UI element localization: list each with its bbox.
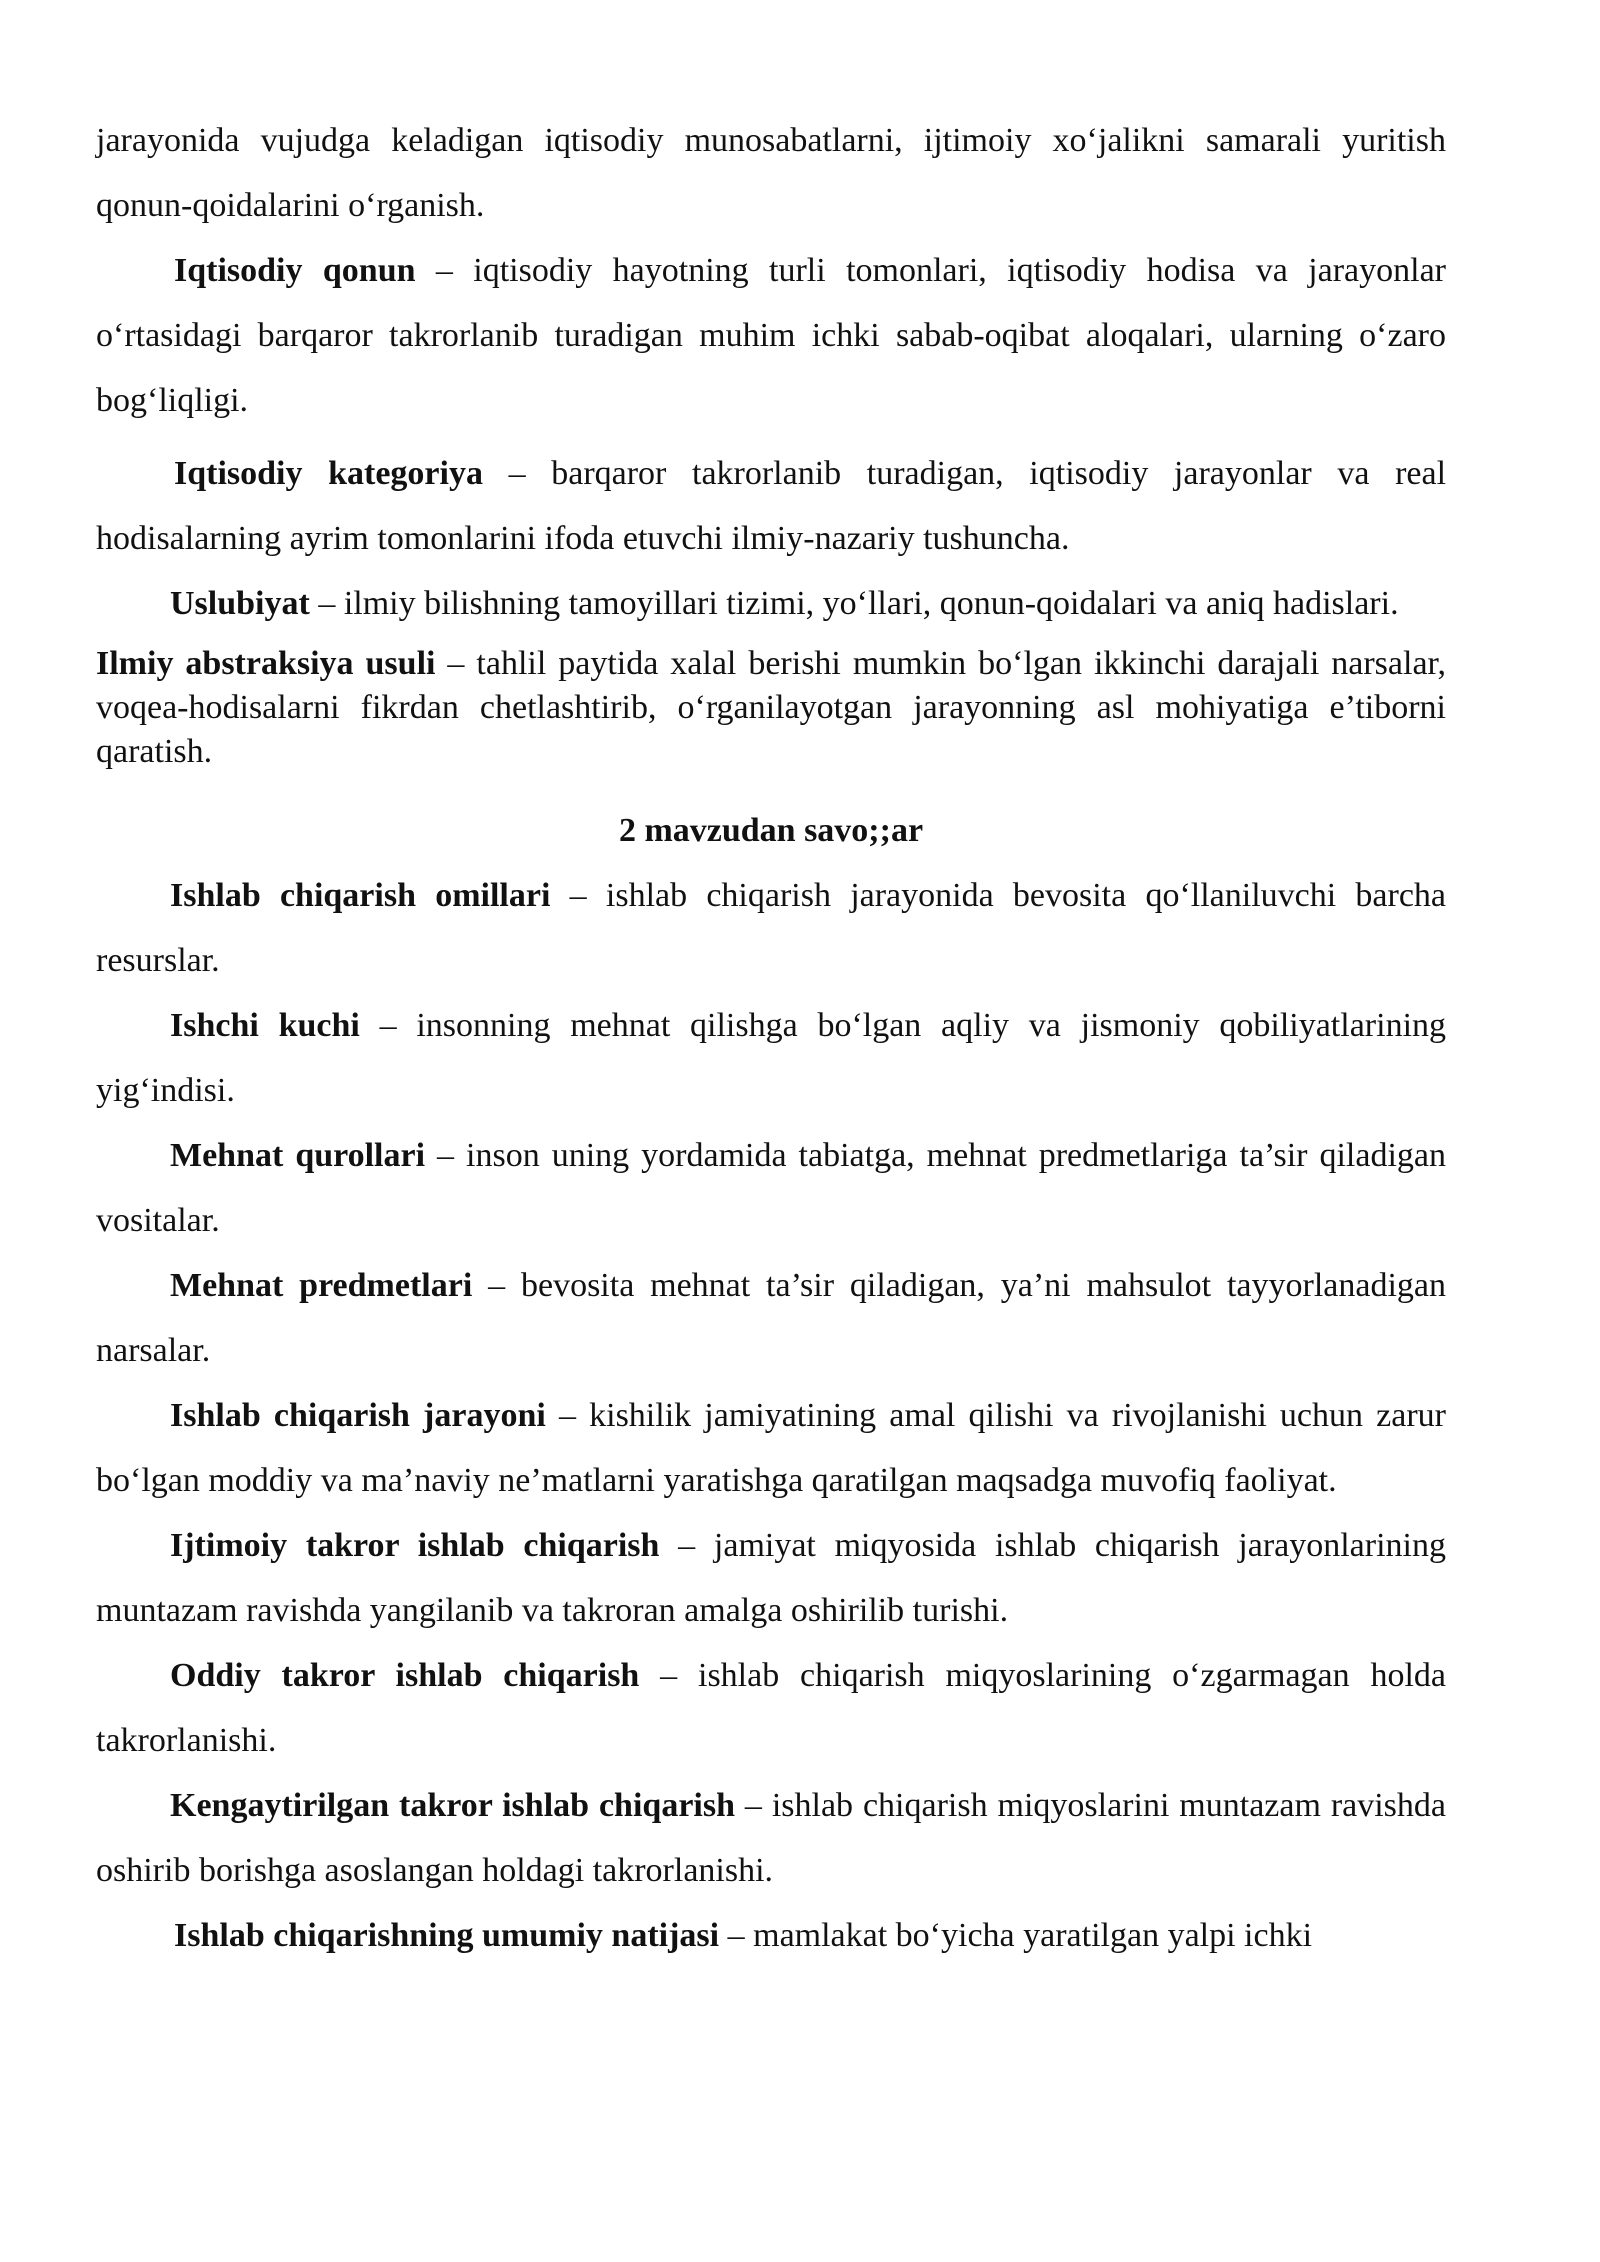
definition-term: Uslubiyat (170, 585, 310, 622)
definition-paragraph (96, 993, 1446, 1123)
definition-text: tahlil paytida xalal berishi mumkin bo‘lgan ikkinchi darajali narsalar, voqea-hodisalarni fikrdan chetlashtirib, o‘rganilayotgan jarayonning asl mohiyatiga e’tiborni qaratish. (96, 645, 1447, 770)
continued-paragraph (96, 108, 1446, 238)
definition-separator: – (735, 1787, 772, 1824)
definition-term: Mehnat predmetlari (170, 1267, 473, 1304)
definition-separator: – (435, 645, 477, 682)
definition-separator: – (425, 1137, 467, 1174)
definition-separator: – (482, 455, 552, 492)
definition-separator: – (359, 1007, 417, 1044)
definition-separator: – (639, 1657, 698, 1694)
definition-text: ishlab chiqarish miqyoslarining o‘zgarmagan holda takrorlanishi. (96, 1657, 1447, 1759)
definition-text: kishilik jamiyatining amal qilishi va rivojlanishi uchun zarur bo‘lgan moddiy va ma’naviy ne’matlarni yaratishga qaratilgan maqsadga muvofiq faoliyat. (96, 1397, 1446, 1499)
definition-text: mamlakat bo‘yicha yaratilgan yalpi ichki (753, 1917, 1313, 1954)
definition-term: Ishlab chiqarish omillari (170, 877, 551, 914)
definition-separator: – (545, 1397, 590, 1434)
definition-text: insonning mehnat qilishga bo‘lgan aqliy va jismoniy qobiliyatlarining yig‘indisi. (96, 1007, 1447, 1109)
definition-paragraph (96, 1903, 1446, 1968)
definition-term: Ishlab chiqarish jarayoni (170, 1397, 546, 1434)
definition-term: Ilmiy abstraksiya usuli (96, 645, 436, 682)
definition-text: ilmiy bilishning tamoyillari tizimi, yo‘llari, qonun-qoidalari va aniq hadislari. (343, 585, 1399, 622)
definition-paragraph (96, 1383, 1446, 1513)
definition-paragraph (96, 1253, 1446, 1383)
definition-text: iqtisodiy hayotning turli tomonlari, iqtisodiy hodisa va jarayonlar o‘rtasidagi barqaror takrorlanib turadigan muhim ichki sabab-oqibat aloqalari, ularning o‘zaro bog‘liqligi. (96, 252, 1446, 419)
definition-term: Mehnat qurollari (170, 1137, 426, 1174)
definition-text: jamiyat miqyosida ishlab chiqarish jarayonlarining muntazam ravishda yangilanib va takroran amalga oshirilib turishi. (96, 1527, 1446, 1629)
definition-term: Iqtisodiy qonun (174, 252, 416, 289)
definition-separator: – (719, 1917, 754, 1954)
definition-paragraph (96, 238, 1446, 433)
definition-paragraph (96, 441, 1446, 571)
definition-paragraph (96, 1123, 1446, 1253)
section-heading: 2 mavzudan savo;;ar (618, 812, 924, 849)
definition-paragraph (96, 863, 1446, 993)
definition-term: Iqtisodiy kategoriya (174, 455, 483, 492)
definition-text: inson uning yordamida tabiatga, mehnat predmetlariga ta’sir qiladigan vositalar. (96, 1137, 1447, 1239)
definition-paragraph (96, 571, 1446, 636)
definition-paragraph (96, 642, 1446, 774)
definition-separator: – (472, 1267, 521, 1304)
paragraph-text: jarayonida vujudga keladigan iqtisodiy munosabatlarni, ijtimoiy xo‘jalikni samarali yuritish qonun-qoidalarini o‘rganish. (96, 122, 1446, 224)
definition-term: Kengaytirilgan takror ishlab chiqarish (170, 1787, 736, 1824)
definition-term: Ishlab chiqarishning umumiy natijasi (174, 1917, 720, 1954)
definition-paragraph (96, 1643, 1446, 1773)
definition-text: bevosita mehnat ta’sir qiladigan, ya’ni mahsulot tayyorlanadigan narsalar. (96, 1267, 1446, 1369)
definition-separator: – (550, 877, 606, 914)
definition-text: ishlab chiqarish miqyoslarini muntazam ravishda oshirib borishga asoslangan holdagi takrorlanishi. (96, 1787, 1447, 1889)
definition-separator: – (415, 252, 474, 289)
definition-paragraph (96, 1773, 1446, 1903)
definition-separator: – (659, 1527, 714, 1564)
definition-paragraph (96, 1513, 1446, 1643)
definition-separator: – (309, 585, 344, 622)
definition-term: Oddiy takror ishlab chiqarish (170, 1657, 640, 1694)
definition-term: Ijtimoiy takror ishlab chiqarish (170, 1527, 660, 1564)
definition-text: ishlab chiqarish jarayonida bevosita qo‘llaniluvchi barcha resurslar. (96, 877, 1447, 979)
definition-term: Ishchi kuchi (170, 1007, 360, 1044)
definition-text: barqaror takrorlanib turadigan, iqtisodiy jarayonlar va real hodisalarning ayrim tomonlarini ifoda etuvchi ilmiy-nazariy tushuncha. (96, 455, 1447, 557)
